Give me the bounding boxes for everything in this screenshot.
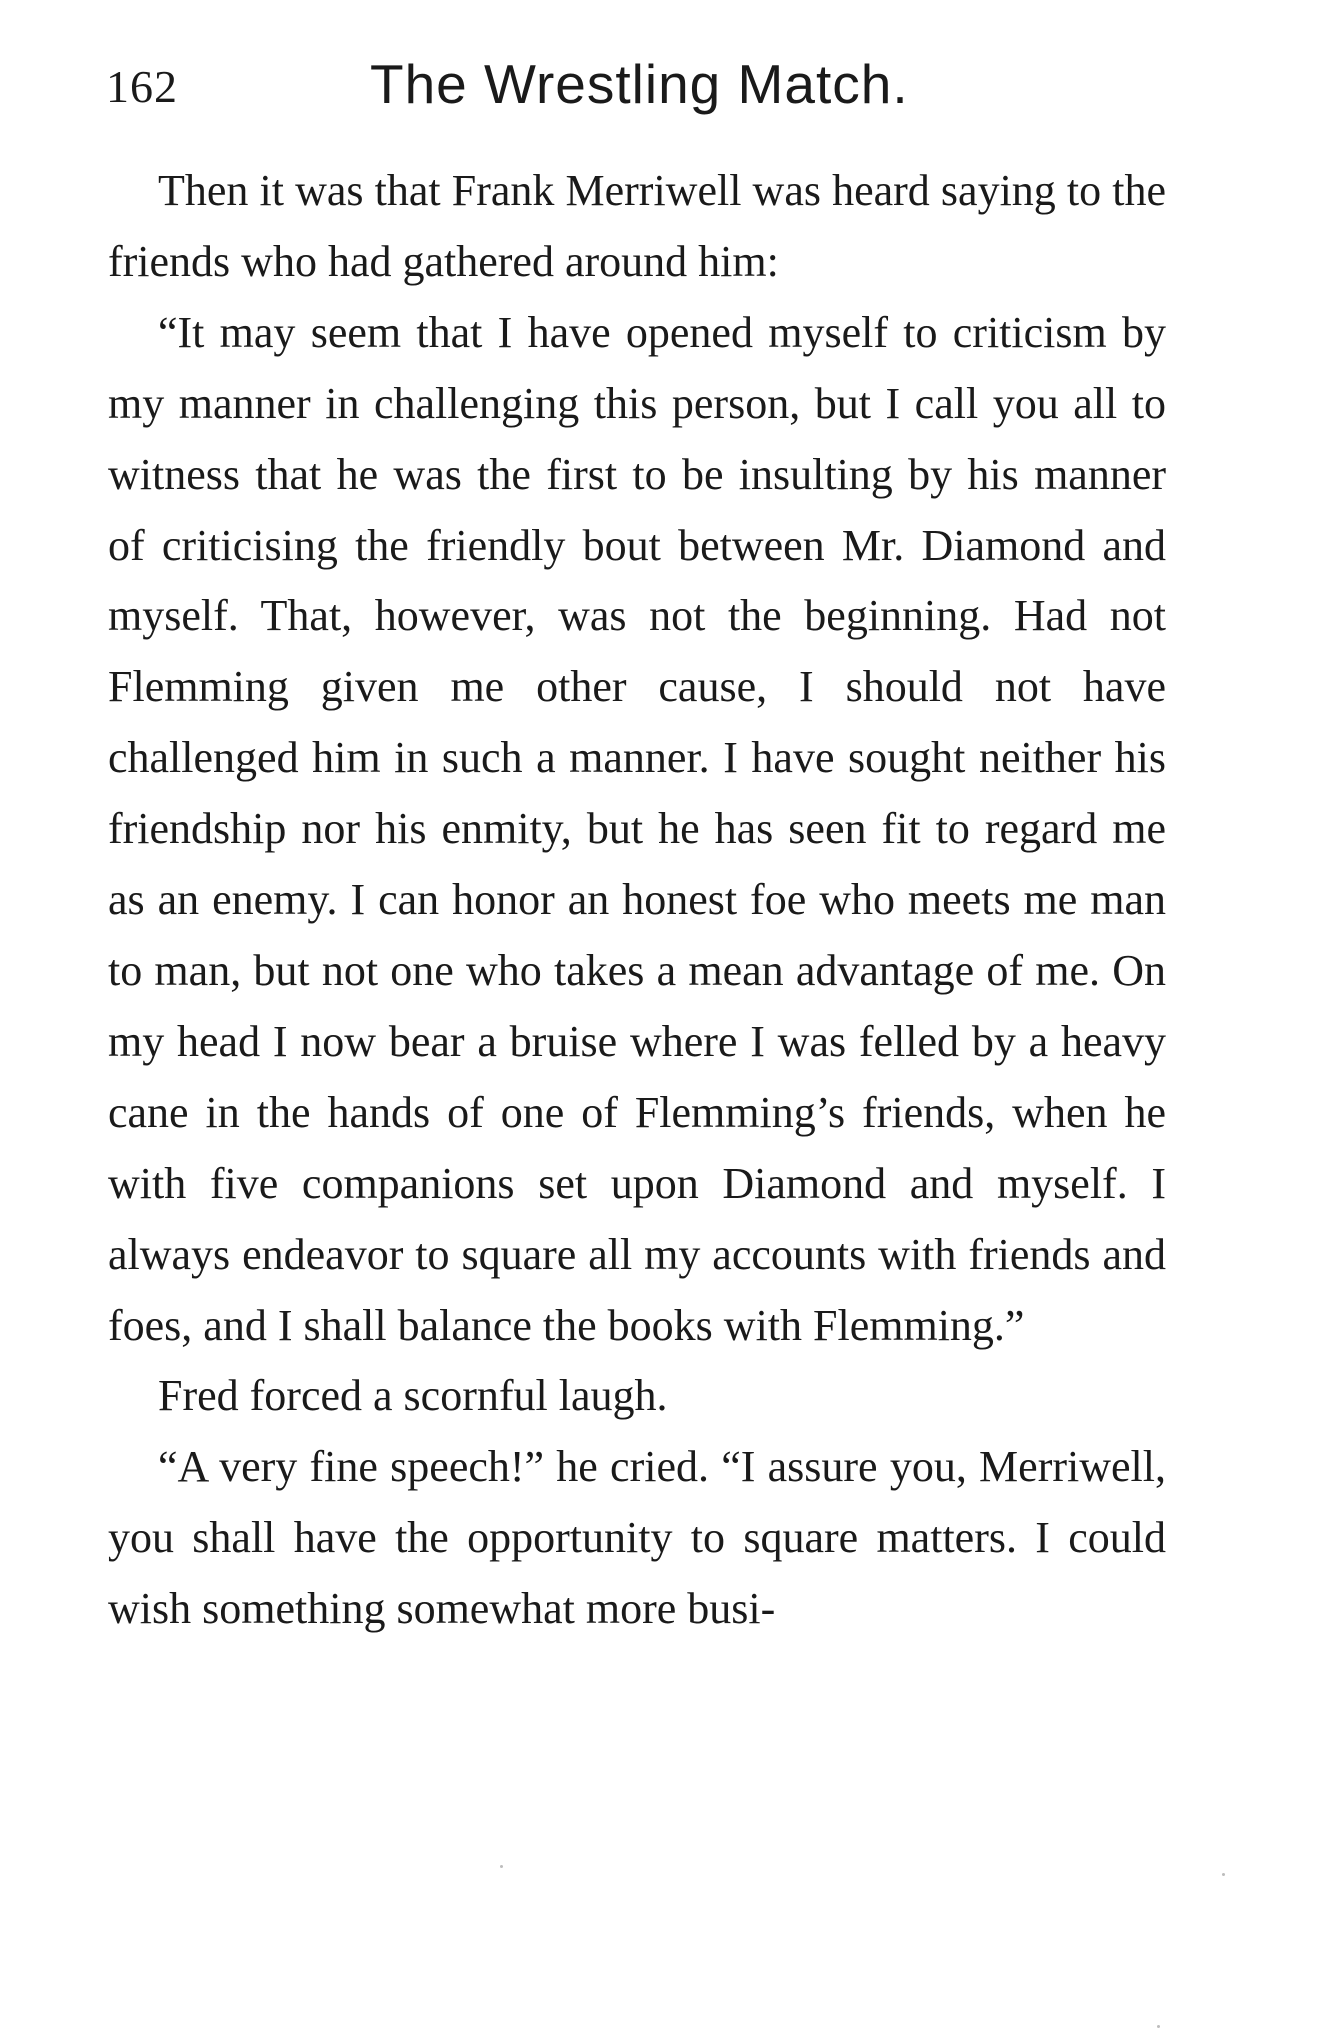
paragraph-2: “It may seem that I have opened myself to criticism by my manner in challenging this person, but I call you all to witness that he was the first to be insulting by his manner of criticising the friendly bout between Mr. Diamond and myself. That, however, was not the beginning. Had not Flemming given me other cause, I should not have challenged him in such a manner. I have sought neither his friendship nor his enmity, but he has seen fit to regard me as an enemy. I can honor an honest foe who meets me man to man, but not one who takes a mean advantage of me. On my head I now bear a bruise where I was felled by a heavy cane in the hands of one of Flemming’s friends, when he with five companions set upon Diamond and myself. I always endeavor to square all my accounts with friends and foes, and I shall balance the books with Flemming.” xyxy=(108,307,1166,1350)
paper-speck xyxy=(500,1865,503,1868)
paragraph-3: Fred forced a scornful laugh. xyxy=(158,1371,668,1421)
paper-speck xyxy=(1222,1873,1225,1876)
body-text xyxy=(108,156,1166,1645)
paragraph-4: “A very fine speech!” he cried. “I assure you, Merriwell, you shall have the opportunity to square matters. I could wish something somewhat more busi- xyxy=(108,1442,1166,1634)
paragraph-1: Then it was that Frank Merriwell was heard saying to the friends who had gathered around him: xyxy=(108,166,1166,286)
paper-speck xyxy=(1157,2025,1160,2028)
page-number: 162 xyxy=(106,61,178,112)
running-head xyxy=(106,52,1226,122)
running-title: The Wrestling Match. xyxy=(370,53,909,115)
